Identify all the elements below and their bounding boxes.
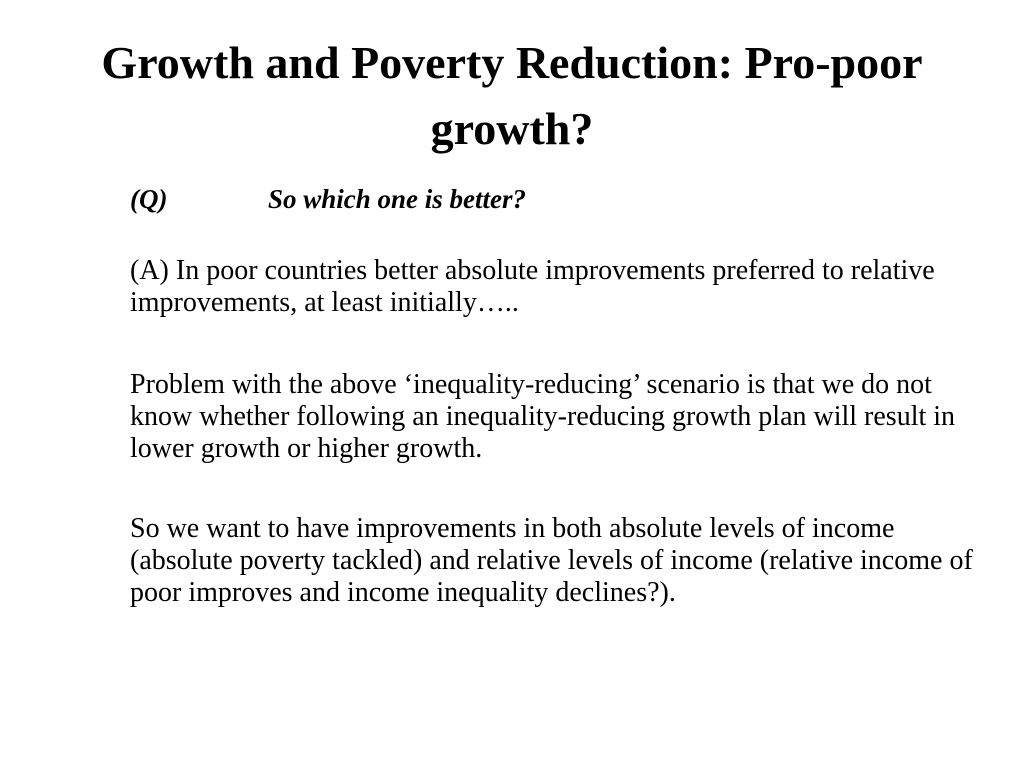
improvements-paragraph: So we want to have improvements in both absolute levels of income (absolute poverty tackled) and relative levels of income (relative income of poor improves and income inequality declines?).: [130, 513, 973, 608]
question-label: (Q): [130, 184, 168, 214]
question-line: [130, 183, 980, 215]
question-text: So which one is better?: [268, 184, 527, 214]
answer-paragraph: (A) In poor countries better absolute improvements preferred to relative improvements, at least initially…..: [130, 255, 935, 318]
inequality-paragraph: Problem with the above ‘inequality-reducing’ scenario is that we do not know whether following an inequality-reducing growth plan will result in lower growth or higher growth.: [130, 369, 956, 464]
slide-title: Growth and Poverty Reduction: Pro-poor growth?: [101, 37, 923, 154]
slide-body: [130, 183, 980, 657]
